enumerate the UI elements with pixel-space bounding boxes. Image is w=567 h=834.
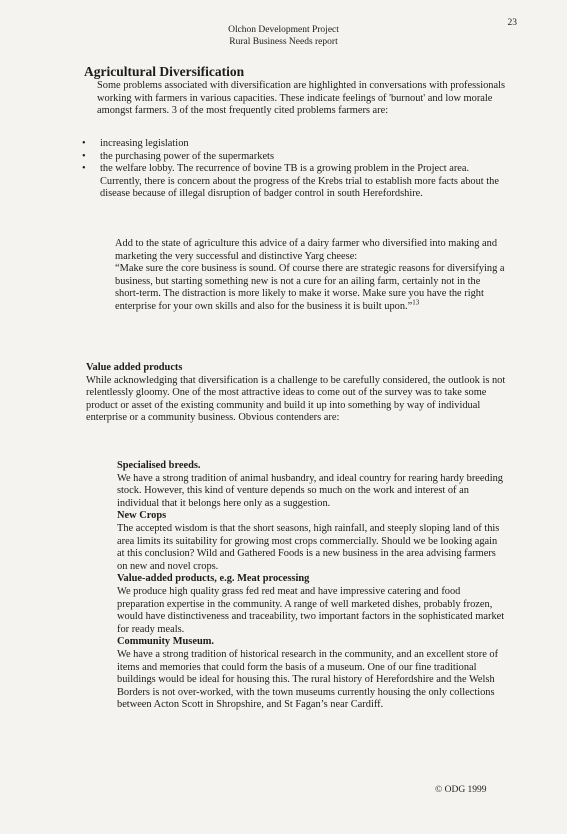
contender-text: The accepted wisdom is that the short seasons, high rainfall, and steeply sloping land of this area limits its suitability for growing most crops commercially. Should we be looking again at this conclusion? Wild and Gathered Foods is a new business in the area advising farmers on new and novel crops. <box>117 522 500 572</box>
footnote-ref: 13 <box>412 298 420 307</box>
header-report-title: Rural Business Needs report <box>229 37 338 47</box>
copyright-footer: © ODG 1999 <box>435 785 487 795</box>
intro-paragraph: Some problems associated with diversification are highlighted in conversations with professionals working with farmers in various capacities. These indicate feelings of 'burnout' and low morale amongst farmers. 3 of the most frequently cited problems farmers are: <box>97 80 506 117</box>
contender-title: New Crops <box>117 510 167 522</box>
contender-text: We have a strong tradition of historical research in the community, and an excellent store of items and memories that could form the basis of a museum. One of our fine traditional buildings would be ideal for housing this. The rural history of Herefordshire and the Welsh Borders is not over-worked, with the town museums currently housing the only collections between Acton Scott in Shropshire, and St Fagan’s near Cardiff. <box>117 648 499 711</box>
contender-item <box>117 510 505 573</box>
problem-list <box>82 138 510 201</box>
value-added-heading: Value added products <box>86 362 183 373</box>
list-item: • the welfare lobby. The recurrence of bovine TB is a growing problem in the Project area. Currently, there is concern about the progress of the Krebs trial to establish more facts about the disease because of illegal disruption of badger control in south Herefordshire. <box>82 163 510 201</box>
contenders-list <box>117 460 505 712</box>
contender-text: We have a strong tradition of animal husbandry, and ideal country for rearing hardy breeding stock. However, this kind of venture depends so much on the work and interest of an individual that it belongs here only as a suggestion. <box>117 472 503 509</box>
contender-title: Value-added products, e.g. Meat processing <box>117 573 310 585</box>
value-added-section <box>86 362 506 425</box>
header-project-name: Olchon Development Project <box>228 25 339 35</box>
contender-title: Community Museum. <box>117 636 214 648</box>
contender-text: We produce high quality grass fed red meat and have impressive catering and food preparation expertise in the community. A range of well marketed dishes, probably frozen, would have distinctiveness and traceability, two important factors in the sophisticated market for ready meals. <box>117 585 505 635</box>
contender-item <box>117 460 505 510</box>
contender-item <box>117 636 505 712</box>
quote-intro: Add to the state of agriculture this advice of a dairy farmer who diversified into making and marketing the very successful and distinctive Yarg cheese: <box>115 238 498 262</box>
contender-title: Specialised breeds. <box>117 460 201 471</box>
value-added-paragraph: While acknowledging that diversification is a challenge to be carefully considered, the outlook is not relentlessly gloomy. One of the most attractive ideas to come out of the survey was to take some product or asset of the existing community and build it up into something by way of individual enterprise or a community business. Obvious contenders are: <box>86 374 506 424</box>
contender-item <box>117 573 505 636</box>
section-heading: Agricultural Diversification <box>84 64 245 79</box>
quote-text <box>115 263 505 313</box>
list-item: • increasing legislation <box>82 138 510 151</box>
page-number: 23 <box>507 18 517 28</box>
quote-body: “Make sure the core business is sound. Of course there are strategic reasons for diversifying a business, but starting something new is not a cure for an ailing farm, certainly not in the short-term. The distraction is more likely to make it worse. Make sure you have the right enterprise for your own skills and also for the business it is built upon.” <box>115 263 505 312</box>
quote-block <box>115 238 505 314</box>
list-item: • the purchasing power of the supermarkets <box>82 151 510 164</box>
page-header <box>0 24 567 48</box>
